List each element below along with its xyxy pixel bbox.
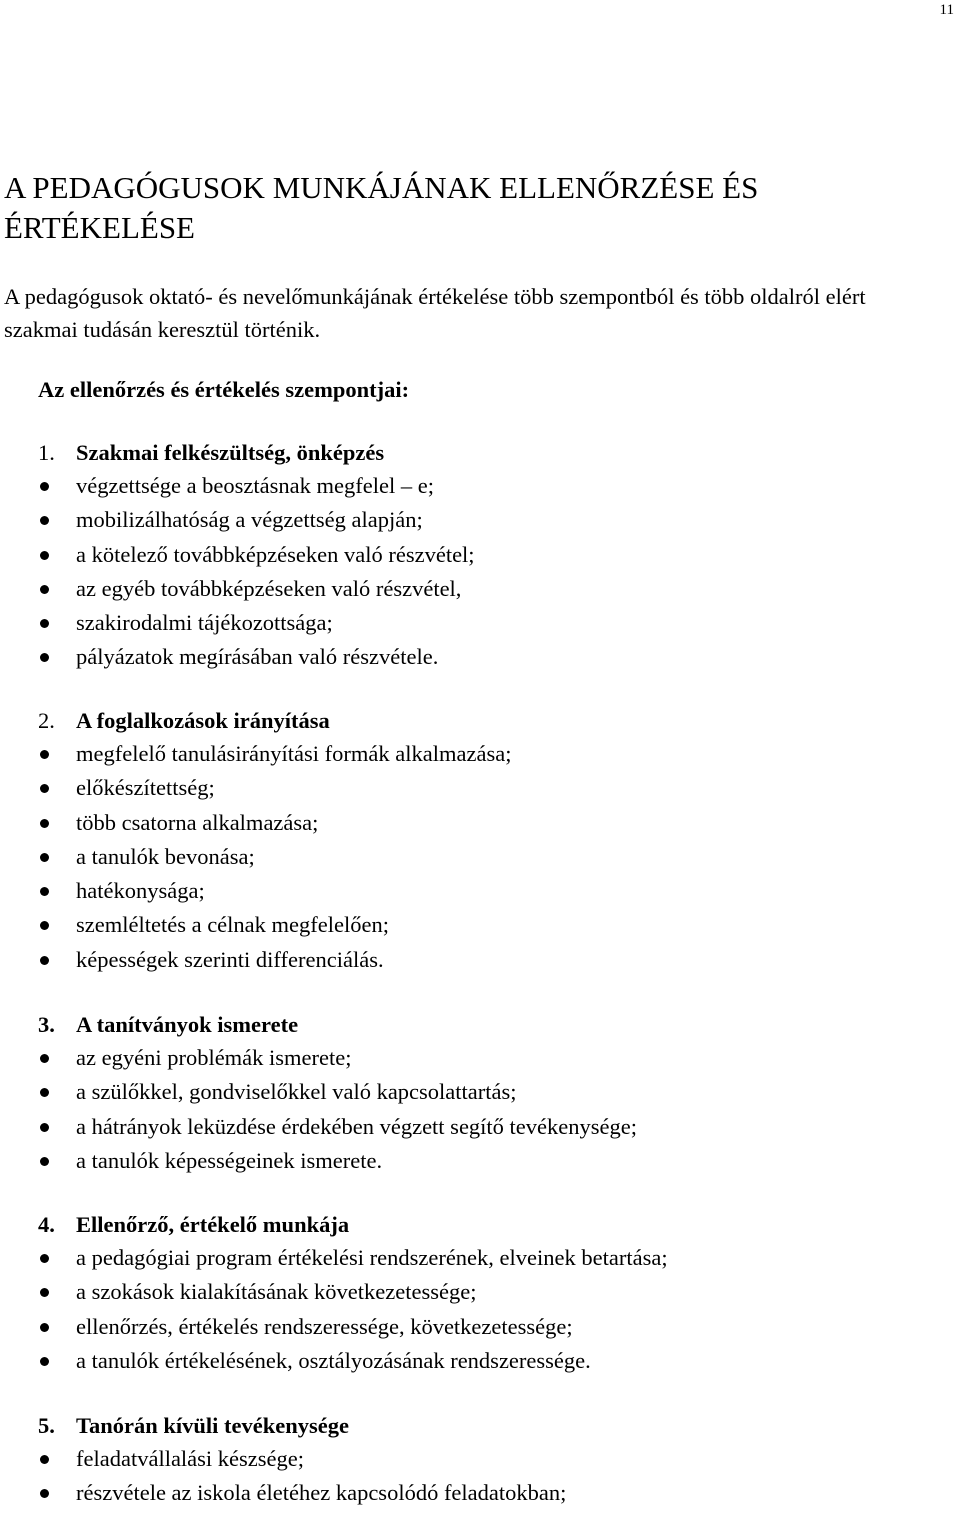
section-title: Ellenőrző, értékelő munkája [76,1212,350,1237]
section-title: A tanítványok ismerete [76,1012,299,1037]
bullet-icon [40,1489,49,1498]
list-item: az egyéni problémák ismerete; [0,1041,938,1075]
bullet-icon [40,1357,49,1366]
section-heading [38,704,938,737]
list-item: pályázatok megírásában való részvétele. [0,640,938,674]
bullet-icon [40,619,49,628]
bullet-list [38,1241,938,1378]
bullet-icon [40,853,49,862]
bullet-icon [40,551,49,560]
bullet-list [38,1041,938,1178]
section-number: 4. [38,1212,55,1237]
bullet-icon [40,482,49,491]
list-item: a pedagógiai program értékelési rendszerének, elveinek betartása; [0,1241,938,1275]
bullet-icon [40,1157,49,1166]
bullet-list [38,1442,938,1511]
section-1 [38,436,938,675]
bullet-icon [40,653,49,662]
intro-paragraph: A pedagógusok oktató- és nevelőmunkájának értékelése több szempontból és több oldalról elért szakmai tudásán keresztül történik. [4,284,866,342]
bullet-icon [40,1323,49,1332]
section-5 [38,1409,938,1511]
bullet-icon [40,819,49,828]
section-heading [38,1008,938,1041]
list-item: képességek szerinti differenciálás. [0,943,938,977]
list-item: a szokások kialakításának következetessége; [0,1275,938,1309]
list-item: előkészítettség; [0,771,938,805]
section-4 [38,1208,938,1378]
list-item: megfelelő tanulásirányítási formák alkalmazása; [0,737,938,771]
bullet-icon [40,1054,49,1063]
section-number: 2. [38,708,55,733]
page-title: A PEDAGÓGUSOK MUNKÁJÁNAK ELLENŐRZÉSE ÉS ÉRTÉKELÉSE [4,170,759,245]
bullet-icon [40,1123,49,1132]
section-number: 1. [38,440,55,465]
bullet-icon [40,750,49,759]
section-3 [38,1008,938,1178]
list-item: a tanulók bevonása; [0,840,938,874]
list-item: hatékonysága; [0,874,938,908]
section-2 [38,704,938,977]
list-item: az egyéb továbbképzéseken való részvétel, [0,572,938,606]
bullet-icon [40,1455,49,1464]
section-heading [38,436,938,469]
bullet-icon [40,956,49,965]
list-item: szemléltetés a célnak megfelelően; [0,908,938,942]
list-item: feladatvállalási készsége; [0,1442,938,1476]
list-item: végzettsége a beosztásnak megfelel – e; [0,469,938,503]
section-number: 5. [38,1413,55,1438]
section-heading [38,1208,938,1241]
bullet-icon [40,1088,49,1097]
bullet-list [38,737,938,977]
page-number: 11 [939,2,954,18]
list-item: részvétele az iskola életéhez kapcsolódó feladatokban; [0,1476,938,1510]
list-item: a szülőkkel, gondviselőkkel való kapcsolattartás; [0,1075,938,1109]
list-item: a hátrányok leküzdése érdekében végzett segítő tevékenysége; [0,1110,938,1144]
section-heading [38,1409,938,1442]
criteria-heading: Az ellenőrzés és értékelés szempontjai: [38,377,410,402]
bullet-icon [40,585,49,594]
list-item: a tanulók értékelésének, osztályozásának rendszeressége. [0,1344,938,1378]
bullet-icon [40,516,49,525]
section-title: Szakmai felkészültség, önképzés [76,440,385,465]
bullet-list [38,469,938,675]
bullet-icon [40,784,49,793]
section-title: Tanórán kívüli tevékenysége [76,1413,349,1438]
bullet-icon [40,1254,49,1263]
bullet-icon [40,921,49,930]
bullet-icon [40,1288,49,1297]
list-item: szakirodalmi tájékozottsága; [0,606,938,640]
list-item: a kötelező továbbképzéseken való részvétel; [0,538,938,572]
list-item: ellenőrzés, értékelés rendszeressége, következetessége; [0,1310,938,1344]
section-title: A foglalkozások irányítása [76,708,330,733]
list-item: a tanulók képességeinek ismerete. [0,1144,938,1178]
list-item: mobilizálhatóság a végzettség alapján; [0,503,938,537]
bullet-icon [40,887,49,896]
list-item: több csatorna alkalmazása; [0,806,938,840]
section-number: 3. [38,1012,55,1037]
